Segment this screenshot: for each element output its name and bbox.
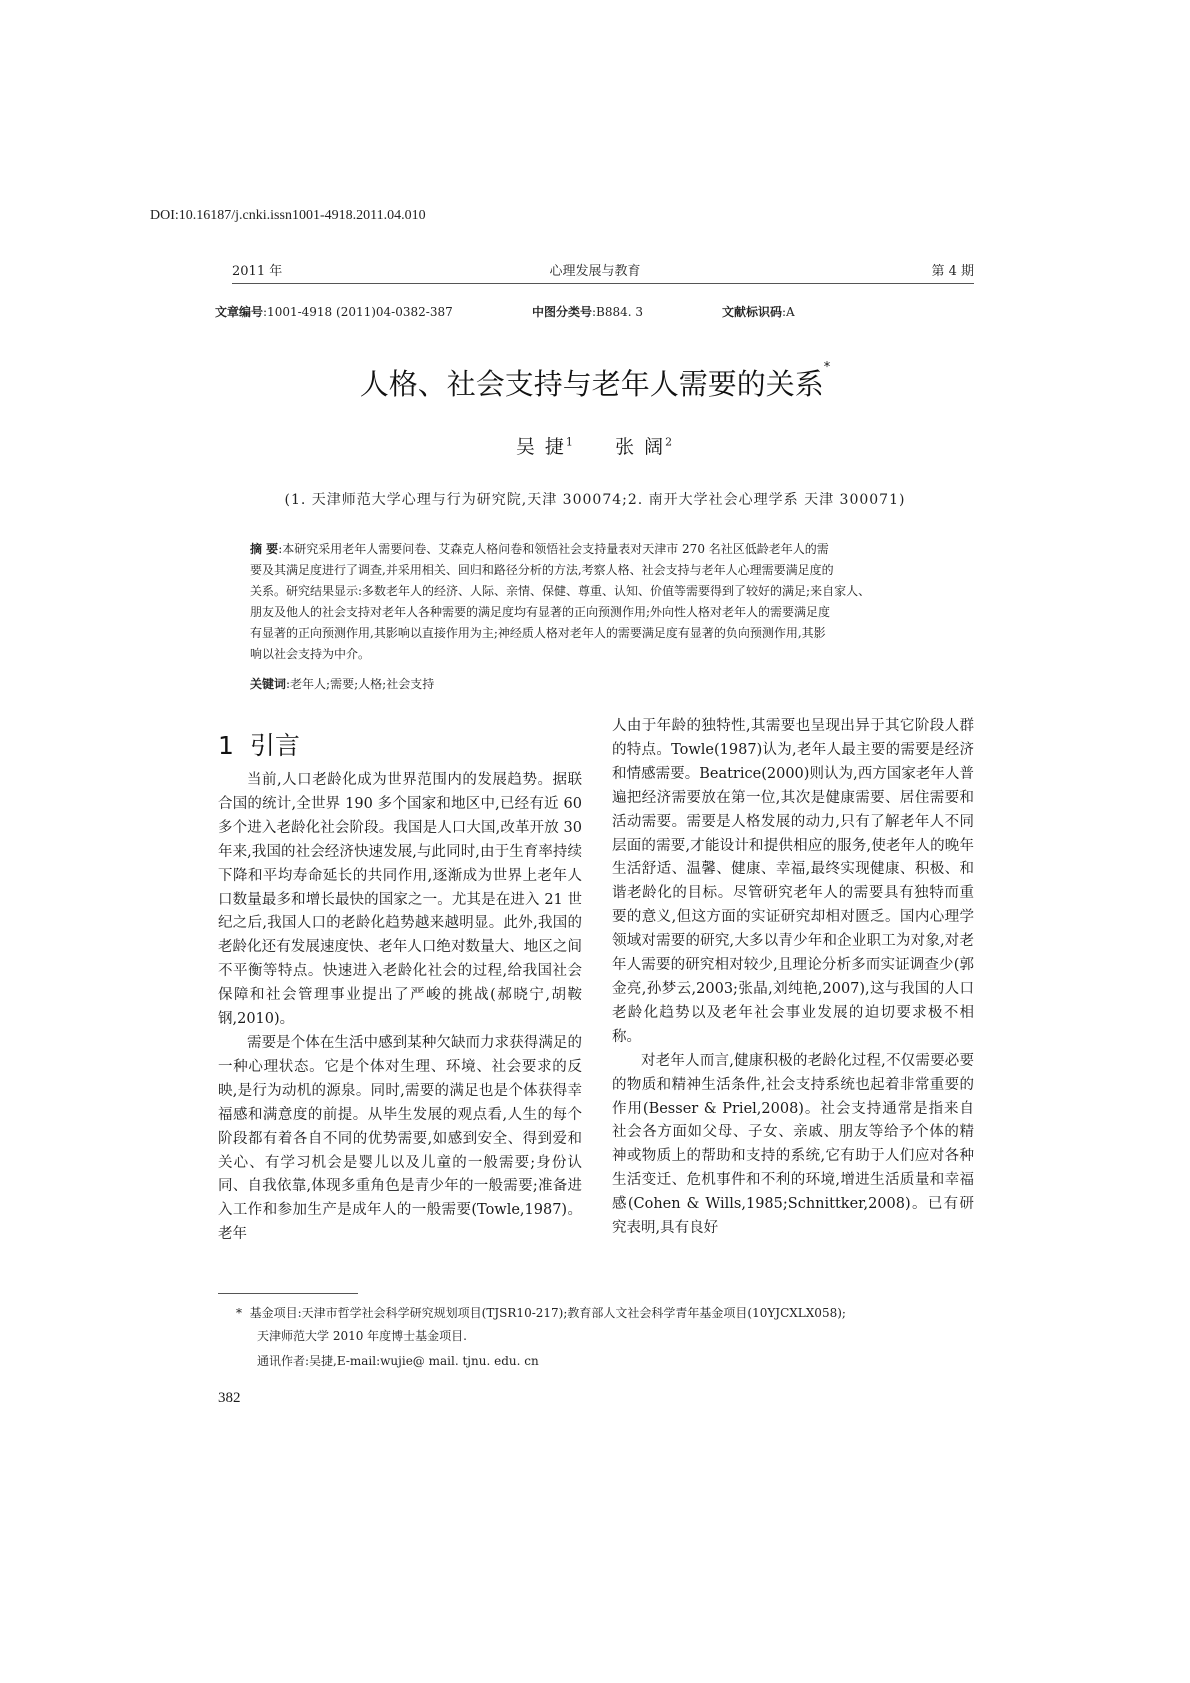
paragraph: 对老年人而言,健康积极的老龄化过程,不仅需要必要的物质和精神生活条件,社会支持系统也起着非常重要的作用(Besser & Priel,2008)。社会支持通常是指来自社会各方面如父母、子女、亲戚、朋友等给予个体的精神或物质上的帮助和支持的系统,它有助于人们应对各种生活变迁、危机事件和不利的环境,增进生活质量和幸福感(Cohen & Wills,1985;Schnittker,2008)。已有研究表明,具有良好 [612, 1052, 974, 1237]
header-rule [232, 283, 974, 284]
paragraph: 需要是个体在生活中感到某种欠缺而力求获得满足的一种心理状态。它是个体对生理、环境、社会要求的反映,是行为动机的源泉。同时,需要的满足也是个体获得幸福感和满意度的前提。从毕生发展的观点看,人生的每个阶段都有着各自不同的优势需要,如感到安全、得到爱和关心、有学习机会是婴儿以及儿童的一般需要;身份认同、自我依靠,体现多重角色是青少年的一般需要;准备进入工作和参加生产是成年人的一般需要(Towle,1987)。老年 [218, 1034, 582, 1243]
header-journal: 心理发展与教育 [549, 264, 641, 279]
paragraph: 人由于年龄的独特性,其需要也呈现出异于其它阶段人群的特点。Towle(1987)认为,老年人最主要的需要是经济和情感需要。Beatrice(2000)则认为,西方国家老年人普遍把经济需要放在第一位,其次是健康需要、居住需要和活动需要。需要是人格发展的动力,只有了解老年人不同层面的需要,才能设计和提供相应的服务,使老年人的晚年生活舒适、温馨、健康、幸福,最终实现健康、积极、和谐老龄化的目标。尽管研究老年人的需要具有独特而重要的意义,但这方面的实证研究却相对匮乏。国内心理学领域对需要的研究,大多以青少年和企业职工为对象,对老年人需要的研究相对较少,且理论分析多而实证调查少(郭金亮,孙梦云,2003;张晶,刘纯艳,2007),这与我国的人口老龄化趋势以及老年社会事业发展的迫切要求极不相称。 [612, 718, 974, 1045]
abstract-label: 摘 要 [250, 542, 279, 556]
article-number: 文章编号:1001-4918 (2011)04-0382-387 [215, 305, 453, 319]
footnote-fund-cont: 天津师范大学 2010 年度博士基金项目. [257, 1329, 467, 1343]
keywords: 关键词:老年人;需要;人格;社会支持 [250, 677, 435, 691]
section-heading: 1 引言 [218, 731, 300, 760]
paragraph: 当前,人口老龄化成为世界范围内的发展趋势。据联合国的统计,全世界 190 多个国家和地区中,已经有近 60 多个进入老龄化社会阶段。我国是人口大国,改革开放 30 年来,我国的社会经济快速发展,与此同时,由于生育率持续下降和平均寿命延长的共同作用,逐渐成为世界上老年人口数量最多和增长最快的国家之一。尤其是在进入 21 世纪之后,我国人口的老龄化趋势越来越明显。此外,我国的老龄化还有发展速度快、老年人口绝对数量大、地区之间不平衡等特点。快速进入老龄化社会的过程,给我国社会保障和社会管理事业提出了严峻的挑战(郝晓宁,胡鞍钢,2010)。 [218, 772, 582, 1028]
page-number: 382 [218, 1390, 241, 1406]
abstract: 摘 要:本研究采用老年人需要问卷、艾森克人格问卷和领悟社会支持量表对天津市 270 名社区低龄老年人的需 要及其满足度进行了调查,并采用相关、回归和路径分析的方法,考察人格、社会支持与老年人心理需要满足度的 关系。研究结果显示:多数老年人的经济、人际、亲情、保健、尊重、认知、价值等需要得到了较好的满足;来自家人、 朋友及他人的社会支持对老年人各种需要的满足度均有显著的正向预测作用;外向性人格对老年人的需要满足度 有显著的正向预测作用,其影响以直接作用为主;神经质人格对老年人的需要满足度有显著的负向预测作用,其影 响以社会支持为中介。 [250, 542, 871, 661]
document-code: 文献标识码:A [722, 305, 795, 319]
affiliations: (1. 天津师范大学心理与行为研究院,天津 300074;2. 南开大学社会心理学系 天津 300071) [284, 492, 906, 508]
author-2: 张 阔 [615, 436, 666, 458]
author-1: 吴 捷 [515, 436, 566, 458]
footnote-contact: 通讯作者:吴捷,E-mail:wujie@ mail. tjnu. edu. cn [257, 1354, 539, 1368]
footnote-fund: * 基金项目:天津市哲学社会科学研究规划项目(TJSR10-217);教育部人文社会科学青年基金项目(10YJCXLX058); [236, 1306, 846, 1320]
article-title: 人格、社会支持与老年人需要的关系* [359, 360, 831, 401]
clc-number: 中图分类号:B884. 3 [532, 305, 644, 319]
doi-line: DOI:10.16187/j.cnki.issn1001-4918.2011.04.010 [150, 208, 426, 223]
left-column [218, 769, 582, 1247]
right-column [612, 715, 974, 1241]
footnote-rule [218, 1293, 358, 1294]
header-issue: 第 4 期 [931, 264, 974, 279]
title-footnote-mark: * [823, 360, 831, 375]
header-year: 2011 年 [232, 264, 283, 279]
authors: 吴 捷$^1$ 张 阔$^2$ [515, 435, 675, 458]
